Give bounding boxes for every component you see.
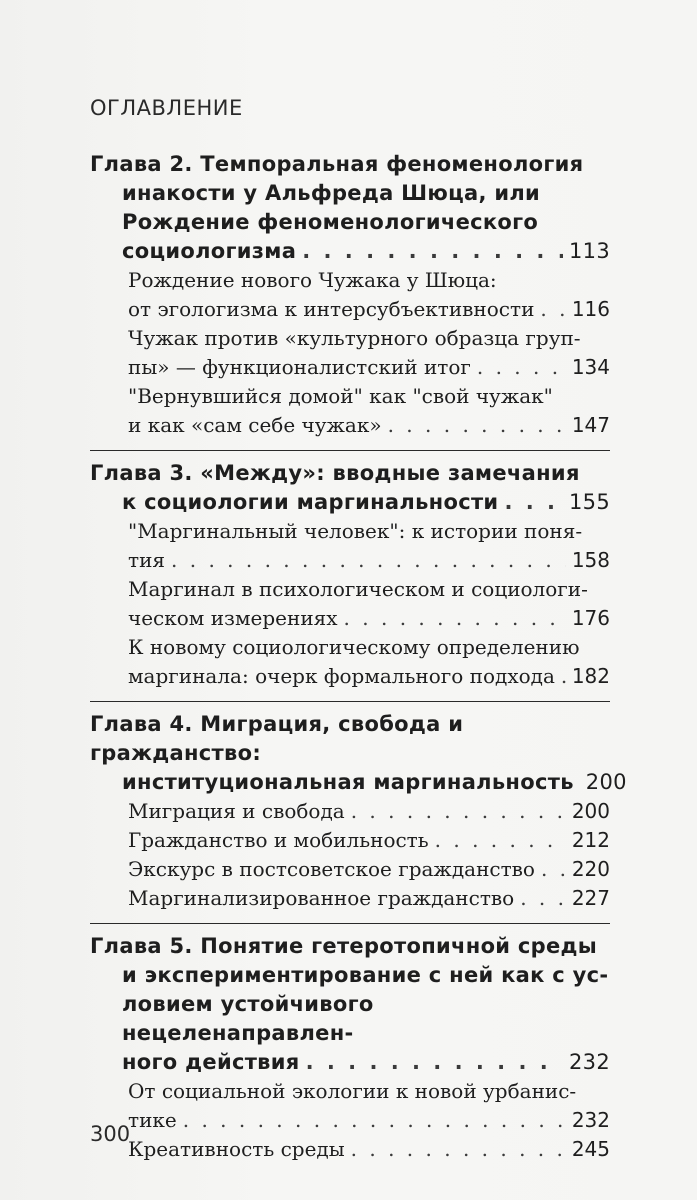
section-line: Миграция и свобода [128, 799, 345, 823]
page-ref: 232 [571, 1108, 610, 1132]
chapter-title-last-line [90, 768, 627, 797]
section-line: Маргинализированное гражданство [128, 886, 515, 910]
chapter-title [90, 150, 610, 266]
section-entry [90, 884, 610, 913]
section-last-line [128, 295, 610, 324]
table-of-contents [90, 150, 627, 1174]
dot-leader [388, 411, 566, 440]
page-ref: 212 [571, 828, 610, 852]
chapter-title-line: социологизма [122, 239, 297, 263]
page-ref: 116 [571, 297, 610, 321]
dot-leader [351, 1135, 566, 1164]
section-last-line [128, 546, 610, 575]
divider [90, 450, 610, 451]
section-entry [90, 797, 610, 826]
section-entry [90, 324, 610, 382]
divider [90, 923, 610, 924]
chapter-title-line: Глава 5. Понятие гетеротопичной среды [90, 934, 598, 958]
section-line: От социальной экологии к новой урбанис- [128, 1079, 577, 1103]
chapter-title-line: институциональная маргинальность [122, 770, 574, 794]
section-line: Маргинал в психологическом и социологи- [128, 577, 588, 601]
running-header: ОГЛАВЛЕНИЕ [90, 96, 243, 120]
page-ref: 155 [569, 490, 610, 514]
page-ref: 158 [571, 548, 610, 572]
section-line: "Вернувшийся домой" как "свой чужак" [128, 384, 553, 408]
chapter-title-line: ного действия [122, 1050, 300, 1074]
dot-leader [344, 604, 566, 633]
dot-leader [477, 353, 566, 382]
chapter-title-line: инакости у Альфреда Шюца, или [122, 181, 541, 205]
section-last-line [128, 353, 610, 382]
dot-leader [351, 797, 566, 826]
section-line: ческом измерениях [128, 606, 338, 630]
chapter-title-line: ловием устойчивого нецеленаправлен- [122, 992, 374, 1045]
section-line: Рождение нового Чужака у Шюца: [128, 268, 497, 292]
page-ref: 176 [571, 606, 610, 630]
section-entry [90, 1077, 610, 1135]
page-ref: 200 [585, 770, 627, 794]
section-line: Чужак против «культурного образца груп- [128, 326, 581, 350]
section-line: К новому социологическому определению [128, 635, 580, 659]
chapter-4 [90, 710, 627, 913]
dot-leader [540, 295, 565, 324]
section-last-line [128, 604, 610, 633]
section-line: пы» — функционалистский итог [128, 355, 471, 379]
section-last-line [128, 662, 610, 691]
dot-leader [504, 488, 563, 517]
section-line: Экскурс в постсоветское гражданство [128, 857, 535, 881]
section-entry [90, 266, 610, 324]
section-line: Креативность среды [128, 1137, 345, 1161]
chapter-title [90, 932, 610, 1077]
chapter-5 [90, 932, 610, 1164]
chapter-2 [90, 150, 610, 440]
dot-leader [183, 1106, 566, 1135]
chapter-title-line: Рождение феноменологического [122, 210, 539, 234]
page-ref: 227 [571, 886, 610, 910]
chapter-title-line: Глава 3. «Между»: вводные замечания [90, 461, 580, 485]
section-entry [90, 855, 610, 884]
section-last-line [128, 411, 610, 440]
chapter-title [90, 459, 610, 517]
section-entry [90, 575, 610, 633]
section-entry [90, 633, 610, 691]
page-ref: 200 [571, 799, 610, 823]
dot-leader [171, 546, 566, 575]
chapter-title-line: к социологии маргинальности [122, 490, 499, 514]
section-line: тике [128, 1108, 177, 1132]
chapter-title-line: Глава 4. Миграция, свобода и гражданство: [90, 712, 464, 765]
page-ref: 182 [571, 664, 610, 688]
chapter-3 [90, 459, 610, 691]
dot-leader [520, 884, 566, 913]
page-ref: 220 [571, 857, 610, 881]
page-ref: 245 [571, 1137, 610, 1161]
section-last-line [128, 1106, 610, 1135]
dot-leader [541, 855, 566, 884]
divider [90, 701, 610, 702]
section-entry [90, 1135, 610, 1164]
chapter-title-line: Глава 2. Темпоральная феноменология [90, 152, 584, 176]
page-ref: 134 [571, 355, 610, 379]
page-number: 300 [90, 1122, 131, 1146]
dot-leader [561, 662, 566, 691]
section-entry [90, 517, 610, 575]
section-line: и как «сам себе чужак» [128, 413, 382, 437]
chapter-title-line: и экспериментирование с ней как с ус- [122, 963, 609, 987]
dot-leader [306, 1048, 563, 1077]
page-ref: 232 [569, 1050, 610, 1074]
chapter-title [90, 710, 627, 797]
section-entry [90, 382, 610, 440]
section-line: маргинала: очерк формального подхода [128, 664, 555, 688]
section-line: "Маргинальный человек": к истории поня- [128, 519, 583, 543]
section-line: от эгологизма к интерсубъективности [128, 297, 535, 321]
chapter-title-last-line [90, 1048, 610, 1077]
section-entry [90, 826, 610, 855]
chapter-title-last-line [90, 237, 610, 266]
section-line: Гражданство и мобильность [128, 828, 429, 852]
section-line: тия [128, 548, 166, 572]
dot-leader [435, 826, 566, 855]
chapter-title-last-line [90, 488, 610, 517]
dot-leader [302, 237, 563, 266]
page-ref: 147 [571, 413, 610, 437]
page-ref: 113 [569, 239, 610, 263]
